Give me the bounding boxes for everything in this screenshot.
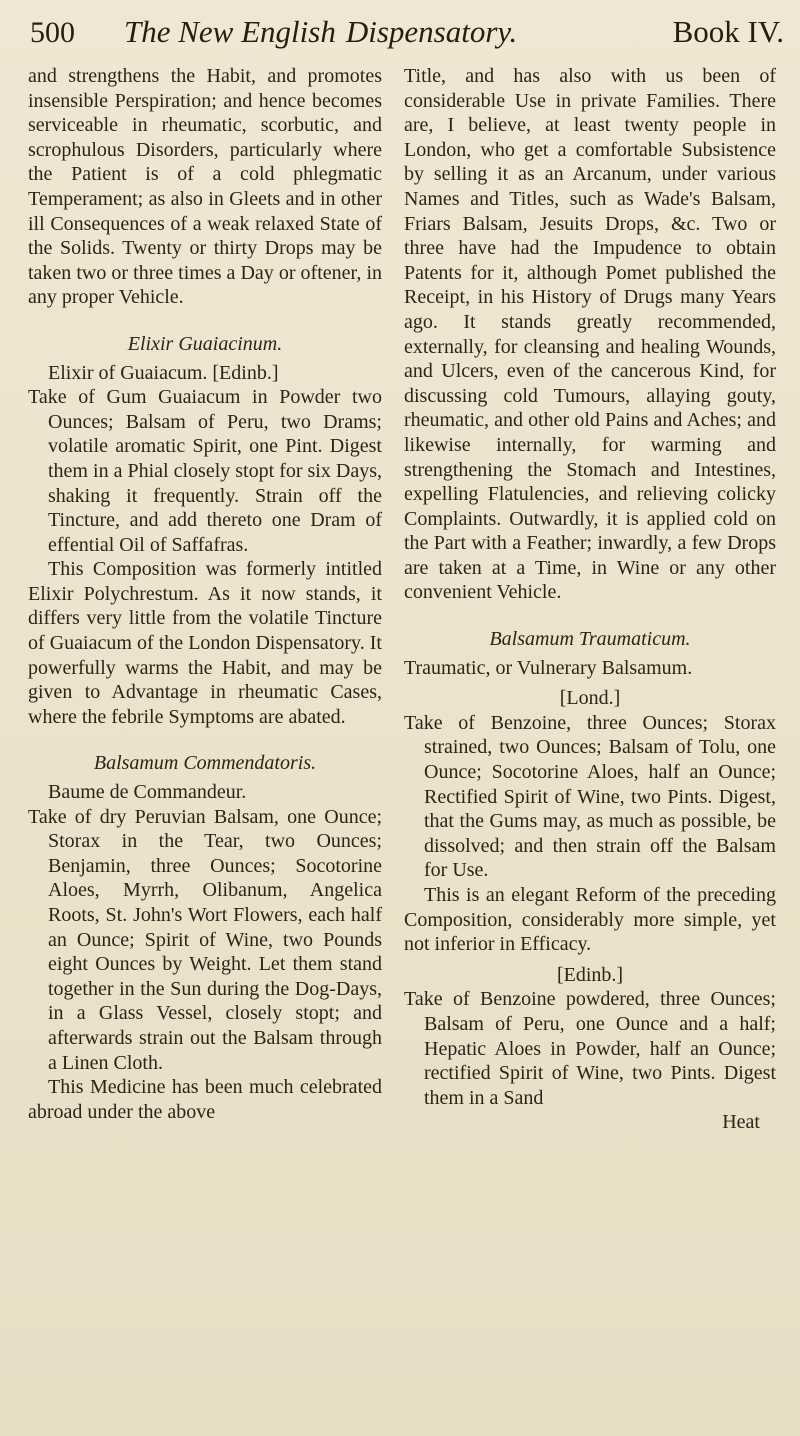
recipe-body: Take of Benzoine, three Ounces; Storax strained, two Ounces; Balsam of Tolu, one Ounce; Socotorine Aloes, half an Ounce; Rectified Spirit of Wine, two Pints. Digest, that the Gums may, as much as possible, be dissolved; and then strain off the Balsam for Use. <box>404 711 776 882</box>
page-number: 500 <box>30 16 75 49</box>
left-column <box>28 64 382 1124</box>
recipe-subtitle: Elixir of Guaiacum. [Edinb.] <box>48 361 279 384</box>
recipe-heading: Balsamum Commendatoris. <box>93 752 317 775</box>
running-title-mid: Dispensatory. <box>345 14 518 49</box>
recipe-body: Take of Benzoine powdered, three Ounces; Balsam of Peru, one Ounce and a half; Hepatic Aloes in Powder, half an Ounce; rectified Spirit of Wine, two Pints. Digest them in a Sand <box>404 988 776 1109</box>
paragraph: Title, and has also with us been of considerable Use in private Families. There are, I believe, at least twenty people in London, who get a comfortable Subsistence by selling it as an Arcanum, under various Names and Titles, such as Wade's Balsam, Friars Balsam, Jesuits Drops, &c. Two or three have had the Impudence to obtain Patents for it, although Pomet published the Receipt, in his History of Drugs many Years ago. It stands greatly recommended, externally, for cleansing and healing Wounds, and Ulcers, even of the cancerous Kind, for discussing cold Tumours, allaying gouty, rheumatic, and other old Pains and Aches; and likewise internally, for warming and strengthening the Stomach and Intestines, expelling Flatulencies, and relieving colicky Complaints. Outwardly, it is applied cold on the Part with a Feather; inwardly, a few Drops are taken at a Time, in Wine or any other convenient Vehicle. <box>404 65 776 604</box>
book-label: Book IV. <box>672 14 784 49</box>
source-note: [Edinb.] <box>556 963 624 986</box>
running-title-left: The New English <box>124 14 336 49</box>
catchword: Heat <box>722 1111 760 1134</box>
source-note: [Lond.] <box>559 687 621 710</box>
page-header <box>30 14 784 62</box>
paragraph: This Composition was formerly intitled Elixir Polychrestum. As it now stands, it differs very little from the volatile Tincture of Guaiacum of the London Dispensatory. It powerfully warms the Habit, and may be given to Advantage in rheumatic Cases, where the febrile Symptoms are abated. <box>28 558 382 728</box>
right-column <box>404 64 776 1135</box>
paragraph: and strengthens the Habit, and promotes insensible Perspiration; and hence becomes serviceable in rheumatic, scorbutic, and scrophulous Disorders, particularly where the Patient is of a cold phlegmatic Temperament; as also in Gleets and in other ill Consequences of a weak relaxed State of the Solids. Twenty or thirty Drops may be taken two or three times a Day or oftener, in any proper Vehicle. <box>28 65 382 309</box>
recipe-heading: Balsamum Traumaticum. <box>489 628 691 651</box>
paragraph: This is an elegant Reform of the preceding Composition, considerably more simple, yet not inferior in Efficacy. <box>404 884 776 956</box>
recipe-body: Take of dry Peruvian Balsam, one Ounce; Storax in the Tear, two Ounces; Benjamin, three Ounces; Socotorine Aloes, Myrrh, Olibanum, Angelica Roots, St. John's Wort Flowers, each half an Ounce; Spirit of Wine, two Pounds eight Ounces by Weight. Let them stand together in the Sun during the Dog-Days, in a Glass Vessel, closely stopt; and afterwards strain out the Balsam through a Linen Cloth. <box>28 805 382 1074</box>
recipe-body: Take of Gum Guaiacum in Powder two Ounces; Balsam of Peru, two Drams; volatile aromatic Spirit, one Pint. Digest them in a Phial closely stopt for six Days, shaking it frequently. Strain off the Tincture, and add thereto one Dram of effential Oil of Saffafras. <box>28 386 382 556</box>
recipe-heading: Elixir Guaiacinum. <box>127 332 283 355</box>
paragraph: This Medicine has been much celebrated abroad under the above <box>28 1076 382 1123</box>
recipe-subtitle: Traumatic, or Vulnerary Balsamum. <box>404 656 693 679</box>
recipe-subtitle: Baume de Commandeur. <box>48 781 247 804</box>
